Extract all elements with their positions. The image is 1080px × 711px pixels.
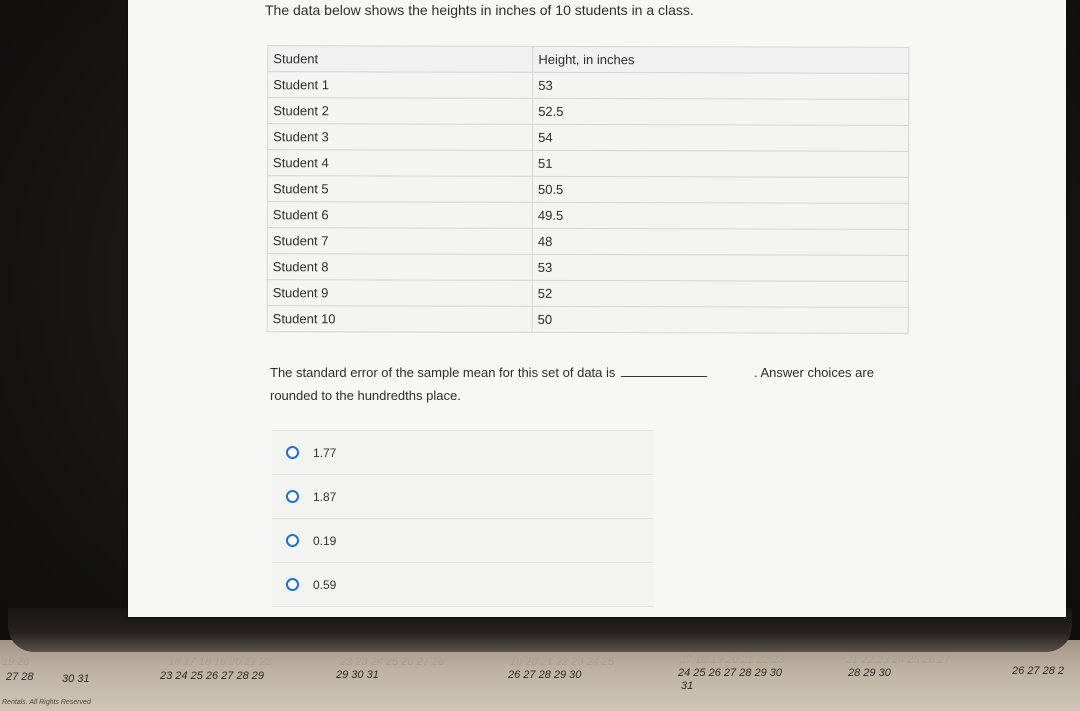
answer-choice-label: 0.59: [313, 577, 337, 592]
height-cell: 51: [533, 150, 909, 177]
calendar-text: 27 28: [6, 671, 34, 683]
calendar-text: 28 29 30: [848, 667, 891, 679]
table-header-row: [268, 46, 909, 74]
answer-blank: [621, 366, 707, 377]
answer-choice[interactable]: [272, 430, 654, 475]
heights-table: [267, 45, 910, 334]
answer-choice-label: 1.77: [313, 445, 337, 460]
calendar-text: 26 27 28 2: [1012, 665, 1064, 677]
calendar-footer: Rentals. All Rights Reserved: [2, 699, 91, 706]
student-name-cell: Student 7: [267, 228, 532, 255]
calendar-text: 17 18 19 20 21 22 23: [680, 654, 784, 666]
height-cell: 53: [533, 72, 909, 99]
student-name-cell: Student 2: [268, 98, 533, 125]
table-row: [267, 254, 908, 282]
calendar-text: 22 23 24 25 26 27 28: [340, 656, 444, 668]
student-name-cell: Student 10: [267, 306, 532, 333]
column-header-height: Height, in inches: [533, 46, 909, 73]
answer-choice[interactable]: [272, 563, 654, 607]
calendar-text: 30 31: [62, 673, 90, 685]
student-name-cell: Student 4: [268, 150, 533, 177]
height-cell: 54: [533, 124, 909, 151]
height-cell: 49.5: [532, 202, 908, 229]
height-cell: 53: [532, 254, 908, 281]
radio-button-icon[interactable]: [286, 490, 299, 503]
student-name-cell: Student 5: [267, 176, 532, 203]
question-text-line2: rounded to the hundredths place.: [270, 388, 461, 403]
question-prompt: The data below shows the heights in inches of 10 students in a class.: [265, 2, 694, 18]
table-row: [268, 98, 909, 126]
column-header-student: Student: [268, 46, 533, 73]
student-name-cell: Student 3: [268, 124, 533, 151]
calendar-text: 16 17 18 19 20 21 22: [168, 656, 272, 668]
table-row: [267, 202, 908, 230]
calendar-text: 31: [681, 680, 694, 692]
student-name-cell: Student 8: [267, 254, 532, 281]
question-text-before-blank: The standard error of the sample mean for this set of data is: [270, 365, 616, 380]
height-cell: 50.5: [532, 176, 908, 203]
radio-button-icon[interactable]: [286, 578, 299, 591]
answer-choice[interactable]: [272, 519, 654, 563]
radio-button-icon[interactable]: [286, 446, 299, 459]
calendar-text: 19 20: [2, 656, 30, 668]
calendar-text: 26 27 28 29 30: [508, 669, 582, 681]
table-row: [267, 176, 908, 204]
calendar-text: 23 24 25 26 27 28 29: [160, 670, 264, 682]
student-name-cell: Student 9: [267, 280, 532, 307]
height-cell: 48: [532, 228, 908, 255]
table-row: [268, 72, 909, 100]
question-text-after-blank: . Answer choices are: [754, 365, 874, 380]
radio-button-icon[interactable]: [286, 534, 299, 547]
table-row: [267, 280, 908, 308]
tablet-screen: [128, 0, 1066, 617]
calendar-text: 24 25 26 27 28 29 30: [678, 667, 782, 679]
table-row: [268, 124, 909, 152]
table-body: [267, 72, 909, 334]
table-row: [267, 306, 908, 334]
answer-choice-label: 1.87: [313, 489, 337, 504]
calendar-text: 19 20 21 22 23 24 25: [510, 656, 614, 668]
student-name-cell: Student 1: [268, 72, 533, 99]
table-row: [267, 228, 908, 256]
answer-choices: [272, 430, 654, 607]
height-cell: 50: [532, 306, 908, 333]
table-row: [268, 150, 909, 178]
height-cell: 52.5: [533, 98, 909, 125]
calendar-text: 21 22 23 24 25 26 27: [846, 654, 950, 666]
answer-choice[interactable]: [272, 475, 654, 519]
answer-choice-label: 0.19: [313, 533, 337, 548]
height-cell: 52: [532, 280, 908, 307]
calendar-text: 29 30 31: [336, 669, 379, 681]
student-name-cell: Student 6: [267, 202, 532, 229]
